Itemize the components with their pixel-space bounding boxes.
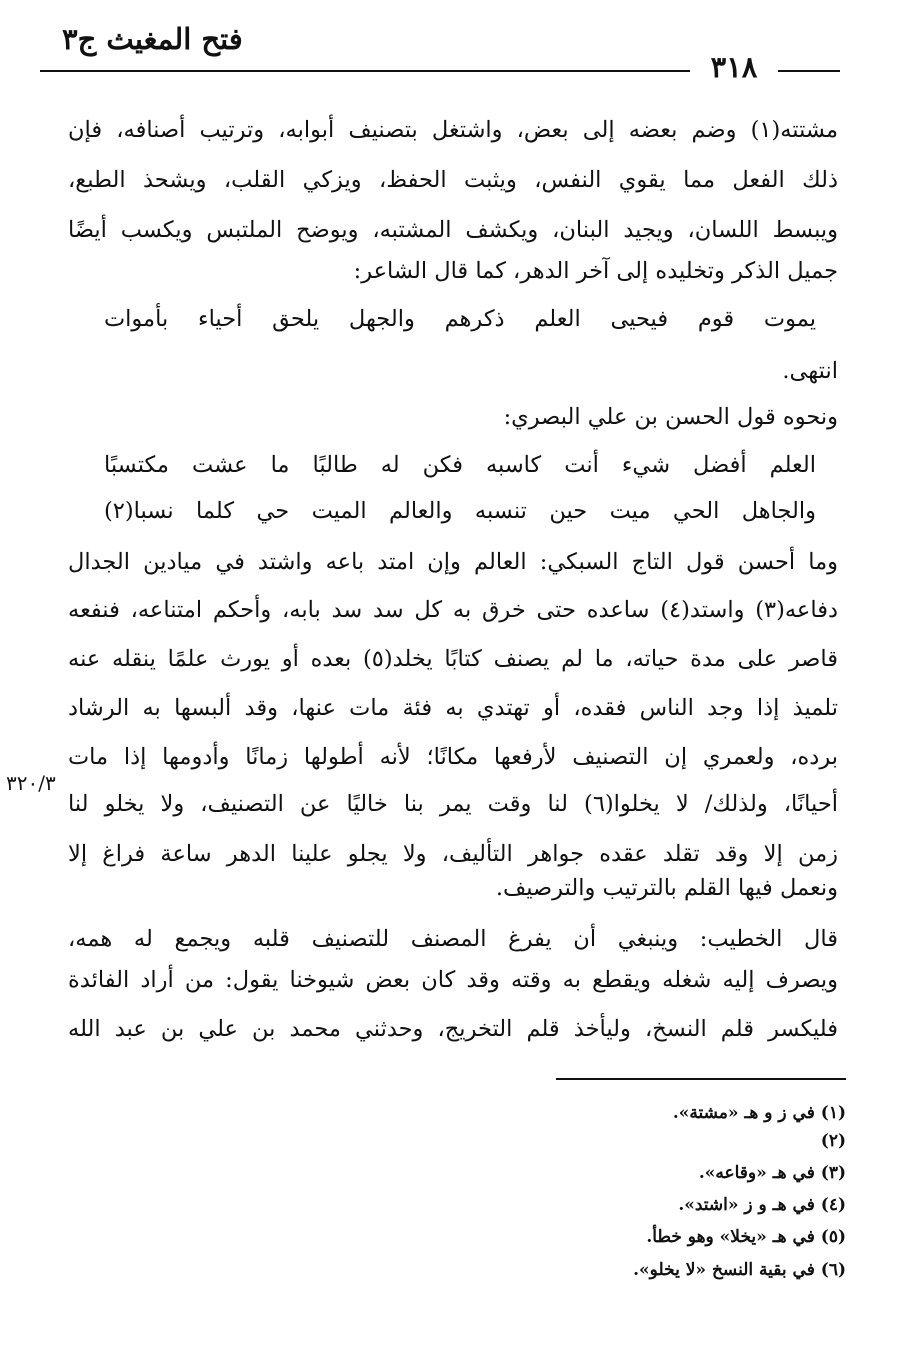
text-line-17: ونعمل فيها القلم بالترتيب والترصيف. (495, 875, 838, 901)
footnote-2: (٢) (820, 1131, 846, 1151)
text-line-19: ويصرف إليه شغله ويقطع به وقته وقد كان بعض شيوخنا يقول: من أراد الفائدة (68, 967, 838, 993)
text-line-hasan: ونحوه قول الحسن بن علي البصري: (503, 404, 838, 430)
text-line-10: وما أحسن قول التاج السبكي: العالم وإن امتد باعه واشتد في ميادين الجدال (68, 549, 838, 575)
poem-verse-1: يموت قوم فيحيى العلم ذكرهم والجهل يلحق أحياء بأموات (104, 306, 816, 332)
text-line-3: ويبسط اللسان، ويجيد البنان، ويكشف المشتبه، ويوضح الملتبس ويكسب أيضًا (68, 217, 838, 243)
text-line-14: برده، ولعمري إن التصنيف لأرفعها مكانًا؛ لأنه أطولها زمانًا وأدومها إذا مات (68, 744, 838, 770)
text-line-4: جميل الذكر وتخليده إلى آخر الدهر، كما قال الشاعر: (353, 258, 838, 284)
text-line-12: قاصر على مدة حياته، ما لم يصنف كتابًا يخلد(٥) بعده أو يورث علمًا ينقله عنه (68, 646, 839, 672)
footnote-3: (٣) في هـ «وقاعه». (698, 1163, 846, 1183)
text-line-15: أحيانًا، ولذلك/ لا يخلوا(٦) لنا وقت يمر بنا خاليًا عن التصنيف، ولا يخلو لنا (68, 791, 838, 817)
page-number: ٣١٨ (710, 50, 758, 84)
footnote-4: (٤) في هـ و ز «اشتد». (678, 1195, 846, 1215)
footnote-rule (556, 1078, 846, 1080)
poem-verse-2: العلم أفضل شيء أنت كاسبه فكن له طالبًا ما عشت مكتسبًا (104, 452, 816, 478)
text-line-11: دفاعه(٣) واستد(٤) ساعده حتى خرق به كل سد سد بابه، وأحكم امتناعه، فنفعه (68, 597, 838, 623)
running-head-title: فتح المغيث ج٣ (62, 22, 243, 56)
footnote-5: (٥) في هـ «يخلا» وهو خطأ. (646, 1227, 846, 1247)
text-line-20: فليكسر قلم النسخ، وليأخذ قلم التخريج، وحدثني محمد بن علي بن عبد الله (68, 1016, 838, 1042)
text-line-intiha: انتهى. (782, 358, 838, 384)
poem-verse-3: والجاهل الحي ميت حين تنسبه والعالم الميت حي كلما نسبا(٢) (104, 498, 816, 524)
footnote-6: (٦) في بقية النسخ «لا يخلو». (633, 1260, 846, 1280)
header-rule (40, 70, 690, 72)
header-rule-right (778, 70, 840, 72)
footnote-1: (١) في ز و هـ «مشتة». (672, 1103, 846, 1123)
margin-page-reference: ٣٢٠/٣ (6, 771, 56, 795)
text-line-16: زمن إلا وقد تقلد عقده جواهر التأليف، ولا يجلو علينا الدهر ساعة فراغ إلا (68, 841, 838, 867)
text-line-1: مشتته(١) وضم بعضه إلى بعض، واشتغل بتصنيف أبوابه، وترتيب أصنافه، فإن (68, 117, 838, 143)
text-line-18: قال الخطيب: وينبغي أن يفرغ المصنف للتصنيف قلبه ويجمع له همه، (68, 926, 838, 952)
text-line-2: ذلك الفعل مما يقوي النفس، ويثبت الحفظ، ويزكي القلب، ويشحذ الطبع، (68, 167, 838, 193)
text-line-13: تلميذ إذا وجد الناس فقده، أو تهتدي به فئة مات عنها، وقد ألبسها به الرشاد (68, 695, 838, 721)
